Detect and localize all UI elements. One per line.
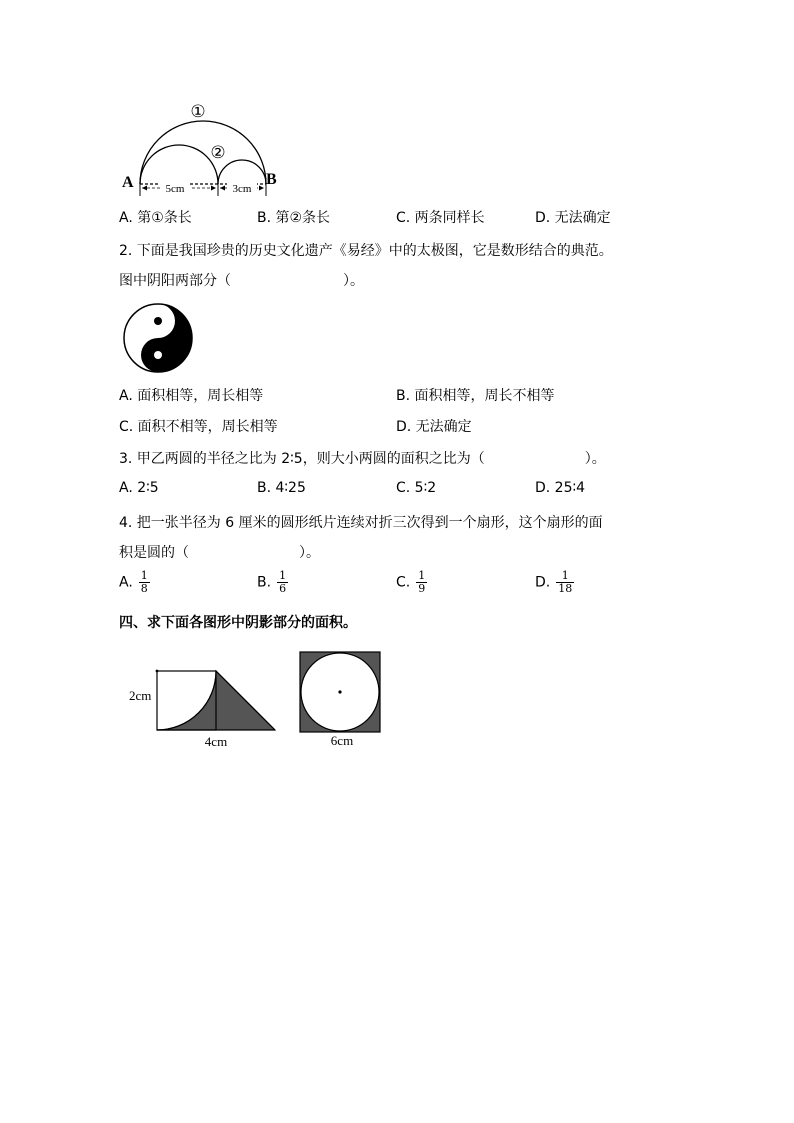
q4-option-a[interactable] xyxy=(119,570,150,595)
arc-2-left xyxy=(140,145,218,184)
label-point-a: A xyxy=(122,174,134,191)
label-dim-5cm: 5cm xyxy=(165,183,185,195)
label-dim-3cm: 3cm xyxy=(232,183,252,195)
q4-option-d[interactable] xyxy=(535,570,574,595)
label-arc-1: ① xyxy=(190,102,206,121)
q4-stem-line1: 4. 把一张半径为 6 厘米的圆形纸片连续对折三次得到一个扇形，这个扇形的面 xyxy=(119,515,603,531)
shade-figure-2 xyxy=(298,650,384,750)
shade-figure-1 xyxy=(126,664,286,752)
q2-stem-pre: 图中阴阳两部分（ xyxy=(119,273,231,289)
q4-option-a-fraction: $\frac{1}{8}$ xyxy=(140,569,148,595)
q1-option-c[interactable]: C. 两条同样长 xyxy=(396,210,485,226)
q3-option-c[interactable]: C. 5∶2 xyxy=(396,480,437,496)
q4-stem-pre: 积是圆的（ xyxy=(119,545,189,561)
q4-option-b[interactable] xyxy=(257,570,288,595)
label-arc-2: ② xyxy=(210,143,226,162)
label-6cm: 6cm xyxy=(330,733,354,748)
circle-center xyxy=(338,690,341,693)
label-point-b: B xyxy=(266,171,277,188)
q2-option-c[interactable]: C. 面积不相等，周长相等 xyxy=(119,419,278,435)
q4-option-c-label: C. xyxy=(396,574,411,591)
q4-option-b-fraction: $\frac{1}{6}$ xyxy=(279,569,287,595)
q3-option-b[interactable]: B. 4∶25 xyxy=(257,480,306,496)
q3-option-a[interactable]: A. 2∶5 xyxy=(119,480,159,496)
q4-option-d-fraction: $\frac{1}{18}$ xyxy=(558,569,573,595)
q1-option-a[interactable]: A. 第①条长 xyxy=(119,210,192,226)
q4-option-a-label: A. xyxy=(119,574,133,591)
q1-option-d[interactable]: D. 无法确定 xyxy=(535,210,611,226)
q4-stem-line2 xyxy=(119,542,320,562)
label-2cm: 2cm xyxy=(129,688,152,703)
section-4-title: 四、求下面各图形中阴影部分的面积。 xyxy=(119,615,357,631)
q4-stem-post: ）。 xyxy=(299,545,320,561)
q3-stem-pre: 3. 甲乙两圆的半径之比为 2∶5，则大小两圆的面积之比为（ xyxy=(119,451,485,467)
taiji-figure xyxy=(122,302,194,374)
q2-option-d[interactable]: D. 无法确定 xyxy=(396,419,472,435)
q1-option-b[interactable]: B. 第②条长 xyxy=(257,210,331,226)
q3-option-d[interactable]: D. 25∶4 xyxy=(535,480,586,496)
label-4cm: 4cm xyxy=(204,734,228,749)
arc-2-right xyxy=(218,160,266,184)
q4-option-b-label: B. xyxy=(257,574,272,591)
q4-option-d-label: D. xyxy=(535,574,551,591)
arcs-figure xyxy=(118,98,278,198)
q2-option-b[interactable]: B. 面积相等，周长不相等 xyxy=(396,388,555,404)
q4-option-c[interactable] xyxy=(396,570,427,595)
q3-stem xyxy=(119,448,606,468)
q2-stem-line2 xyxy=(119,270,364,290)
q2-stem-post: ）。 xyxy=(343,273,364,289)
q2-option-a[interactable]: A. 面积相等，周长相等 xyxy=(119,388,264,404)
q4-option-c-fraction: $\frac{1}{9}$ xyxy=(418,569,426,595)
q2-stem-line1: 2. 下面是我国珍贵的历史文化遗产《易经》中的太极图，它是数形结合的典范。 xyxy=(119,243,613,259)
q3-stem-post: ）。 xyxy=(584,451,606,467)
